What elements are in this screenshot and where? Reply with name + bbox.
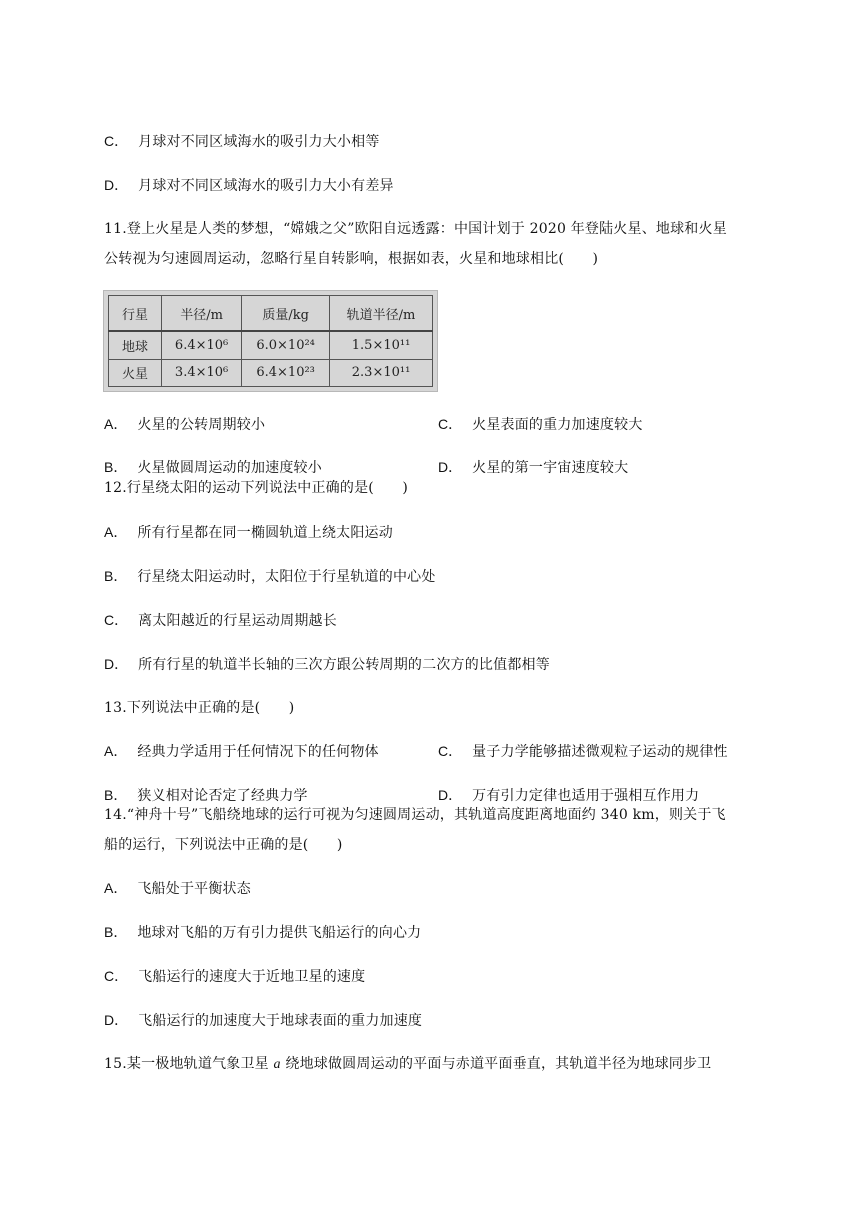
table-header-row [109, 296, 433, 332]
q10-option-d [104, 175, 394, 196]
table-cell: 6.4×10²³ [242, 359, 330, 386]
q14-stem-line1: 14.“神舟十号”飞船绕地球的运行可视为匀速圆周运动，其轨道高度距离地面约 340 km，则关于飞 [104, 807, 726, 823]
option-text: 飞船处于平衡状态 [137, 881, 251, 897]
q14-option-a [104, 878, 251, 899]
q13-option-a [104, 741, 379, 762]
table-header-cell: 质量/kg [242, 296, 330, 332]
option-text: 离太阳越近的行星运动周期越长 [138, 613, 337, 629]
option-letter: D． [104, 177, 129, 193]
planet-table-image [103, 290, 438, 392]
option-text: 所有行星的轨道半长轴的三次方跟公转周期的二次方的比值都相等 [138, 657, 550, 673]
option-text: 飞船运行的速度大于近地卫星的速度 [138, 969, 366, 985]
table-cell: 6.4×10⁶ [162, 331, 242, 359]
option-letter: D． [438, 787, 463, 803]
q14-option-c [104, 966, 365, 987]
option-letter: A． [104, 743, 128, 759]
table-header-cell: 轨道半径/m [330, 296, 433, 332]
planet-table [108, 295, 433, 387]
option-text: 地球对飞船的万有引力提供飞船运行的向心力 [137, 925, 422, 941]
satellite-symbol: a [273, 1057, 281, 1072]
q14-option-d [104, 1010, 422, 1031]
option-letter: D． [104, 1012, 129, 1028]
option-letter: C． [104, 133, 129, 149]
q15-stem-prefix: 15.某一极地轨道气象卫星 [104, 1056, 274, 1072]
option-letter: B． [104, 568, 128, 584]
table-cell: 1.5×10¹¹ [330, 331, 433, 359]
q13-option-d [438, 785, 699, 806]
option-text: 经典力学适用于任何情况下的任何物体 [137, 744, 379, 760]
q11-option-c [438, 414, 643, 435]
option-letter: B． [104, 924, 128, 940]
q11-option-b [104, 457, 322, 478]
table-cell: 2.3×10¹¹ [330, 359, 433, 386]
table-cell: 3.4×10⁶ [162, 359, 242, 386]
option-text: 火星的第一宇宙速度较大 [472, 460, 629, 476]
q13-option-b [104, 785, 308, 806]
option-text: 火星表面的重力加速度较大 [472, 417, 643, 433]
option-letter: B． [104, 787, 128, 803]
option-text: 月球对不同区域海水的吸引力大小有差异 [138, 178, 394, 194]
table-cell: 6.0×10²⁴ [242, 331, 330, 359]
option-text: 狭义相对论否定了经典力学 [137, 788, 308, 804]
q15-stem-line1 [104, 1054, 711, 1075]
option-text: 飞船运行的加速度大于地球表面的重力加速度 [138, 1013, 423, 1029]
option-letter: D． [438, 459, 463, 475]
option-letter: C． [104, 968, 129, 984]
table-header-cell: 半径/m [162, 296, 242, 332]
option-text: 月球对不同区域海水的吸引力大小相等 [138, 134, 380, 150]
option-text: 火星做圆周运动的加速度较小 [137, 460, 322, 476]
q12-stem: 12.行星绕太阳的运动下列说法中正确的是( ) [104, 480, 408, 496]
option-letter: D． [104, 656, 129, 672]
option-text: 万有引力定律也适用于强相互作用力 [472, 788, 700, 804]
option-text: 量子力学能够描述微观粒子运动的规律性 [472, 744, 728, 760]
option-text: 行星绕太阳运动时，太阳位于行星轨道的中心处 [137, 569, 436, 585]
q12-option-a [104, 522, 393, 543]
q12-option-b [104, 566, 436, 587]
q13-option-c [438, 741, 728, 762]
table-cell: 地球 [109, 331, 162, 359]
q10-option-c [104, 131, 380, 152]
q12-option-d [104, 654, 550, 675]
table-header-cell: 行星 [109, 296, 162, 332]
option-letter: A． [104, 524, 128, 540]
q12-option-c [104, 610, 337, 631]
table-row [109, 331, 433, 359]
option-letter: C． [104, 612, 129, 628]
q11-option-d [438, 457, 628, 478]
option-letter: C． [438, 416, 463, 432]
q15-stem-suffix: 绕地球做圆周运动的平面与赤道平面垂直，其轨道半径为地球同步卫 [280, 1056, 712, 1072]
q14-option-b [104, 922, 421, 943]
table-cell: 火星 [109, 359, 162, 386]
option-letter: B． [104, 459, 128, 475]
option-letter: C． [438, 743, 463, 759]
option-text: 所有行星都在同一椭圆轨道上绕太阳运动 [137, 525, 393, 541]
q11-stem-line2: 公转视为匀速圆周运动，忽略行星自转影响，根据如表，火星和地球相比( ) [104, 251, 599, 267]
option-letter: A． [104, 416, 128, 432]
q11-stem-line1: 11.登上火星是人类的梦想，“嫦娥之父”欧阳自远透露：中国计划于 2020 年登陆火星、地球和火星 [104, 221, 727, 237]
option-text: 火星的公转周期较小 [137, 417, 266, 433]
table-row [109, 359, 433, 386]
q14-stem-line2: 船的运行，下列说法中正确的是( ) [104, 837, 343, 853]
option-letter: A． [104, 880, 128, 896]
q13-stem: 13.下列说法中正确的是( ) [104, 700, 295, 716]
q11-option-a [104, 414, 265, 435]
